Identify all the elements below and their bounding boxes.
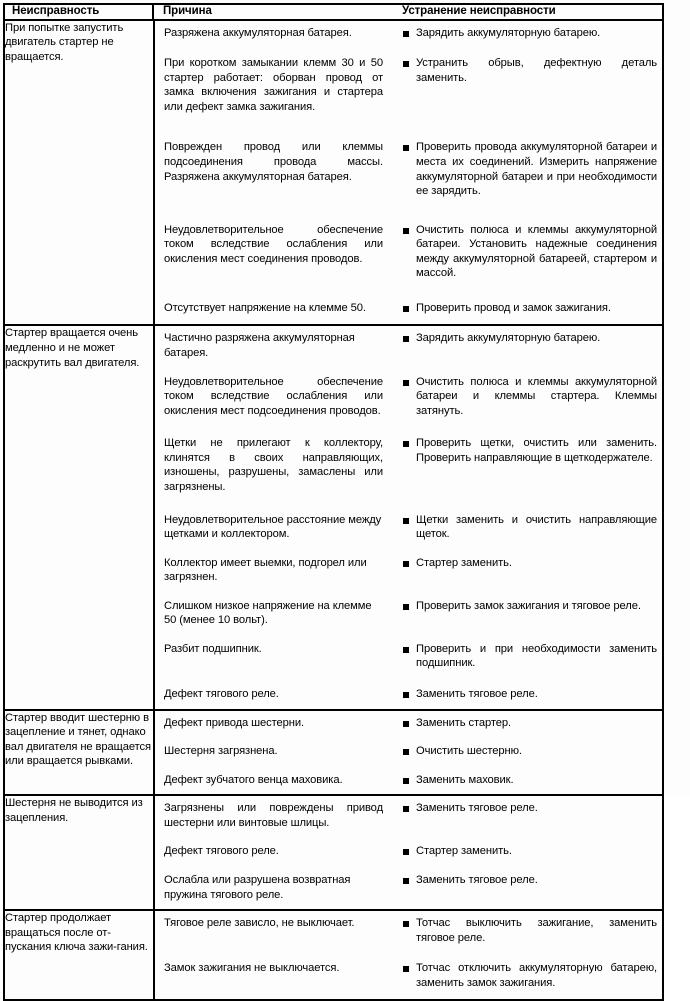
cause-text: Щетки не прилегают к коллектору, клинятся в своих направляющих, изношены, разрушены, замаслены или загрязнены. [164,437,383,493]
remedy-text: Очистить шестерню. [416,745,522,758]
remedy-box [393,637,663,682]
cause-cell [155,682,393,709]
cause-text: Загрязнены или повреждены привод шестерни или винтовые шлицы. [164,802,383,829]
remedy-text: Проверить провода аккумуляторной батареи и места их соединений. Измерить напряжение аккумуляторной батареи и при необходимости ее зарядить. [416,141,657,198]
cause-remedy-cell [154,910,662,999]
header-cell-symptom [5,5,154,20]
cause-remedy-table [155,796,663,909]
remedy-cell [393,326,663,369]
remedy-box [393,21,663,52]
remedy-box [393,594,663,623]
filled-square-bullet-icon [403,441,409,447]
cause-cell [155,839,393,868]
table-row [155,594,663,637]
remedy-inner [403,716,657,731]
cause-box [155,218,393,282]
table-row [155,135,663,217]
table-row [155,431,663,507]
remedy-inner [403,642,657,671]
cause-remedy-cell [154,710,662,796]
cause-box [155,508,393,551]
cause-box [155,51,393,135]
remedy-cell [393,868,663,909]
filled-square-bullet-icon [403,145,409,151]
remedy-text: Проверить провод и замок зажигания. [416,301,611,314]
cause-cell [155,868,393,909]
header-label-remedy: Устранение неисправности [402,5,556,17]
table-row [155,508,663,551]
remedy-box [393,768,663,795]
filled-square-bullet-icon [403,228,409,234]
remedy-text: Проверить щетки, очистить или заменить. Проверить направляющие в щеткодержателе. [416,437,657,464]
cause-cell [155,135,393,217]
cause-remedy-cell [154,20,662,326]
remedy-text: Заменить стартер. [416,716,512,729]
table-row [155,370,663,432]
symptom-text: Шестерня не выводится из зацепления. [5,797,143,824]
cause-box [155,431,393,507]
cause-cell [155,51,393,135]
table [5,5,662,999]
cause-box [155,594,393,637]
header-cell-cause [154,5,392,20]
table-row [155,711,663,740]
table-body [5,20,662,1000]
remedy-text: Зарядить аккумуляторную батарею. [416,26,601,39]
cause-box [155,868,393,909]
remedy-text: Заменить тяговое реле. [416,802,538,815]
cause-text: Дефект тягового реле. [164,688,279,700]
table-row [155,868,663,909]
filled-square-bullet-icon [403,604,409,610]
remedy-box [393,682,663,709]
filled-square-bullet-icon [403,878,409,884]
remedy-box [393,370,663,432]
remedy-box [393,508,663,551]
header-label-cause: Причина [163,5,212,17]
filled-square-bullet-icon [403,806,409,812]
cause-text: Неудовлетворительное обеспечение током вследствие ослабления или окисления мест подсоединения проводов. [164,375,383,417]
remedy-text: Проверить и при необходимости заменить подшипник. [416,642,657,670]
header-cell-remedy [392,5,662,20]
remedy-inner [403,436,657,465]
remedy-inner [403,556,657,571]
table-row [155,637,663,682]
filled-square-bullet-icon [403,518,409,524]
remedy-box [393,911,663,956]
cause-cell [155,796,393,839]
remedy-text: Стартер заменить. [416,845,512,858]
remedy-box [393,326,663,355]
remedy-text: Зарядить аккумуляторную батарею. [416,332,601,345]
cause-box [155,296,393,325]
filled-square-bullet-icon [403,749,409,755]
filled-square-bullet-icon [403,31,409,37]
cause-cell [155,508,393,551]
remedy-text: Заменить тяговое реле. [416,873,538,886]
cause-box [155,637,393,668]
cause-box [155,135,393,203]
remedy-cell [393,594,663,637]
remedy-cell [393,682,663,709]
remedy-box [393,739,663,768]
symptom-text: Стартер вводит шестерню в зацепление и тянет, однако вал двигателя не вращается или вращается рывками. [5,711,151,768]
cause-cell [155,637,393,682]
filled-square-bullet-icon [403,778,409,784]
cause-text: Неудовлетворительное обеспечение током вследствие ослабления или окисления мест соединения проводов. [164,223,383,265]
remedy-box [393,956,663,999]
remedy-inner [403,301,657,316]
cause-remedy-table [155,911,663,999]
cause-text: Ослабла или разрушена возвратная пружина тягового реле. [164,873,351,901]
symptom-cell [5,325,154,709]
symptom-cell [5,910,154,999]
table-row [155,956,663,999]
cause-cell [155,594,393,637]
remedy-inner [403,773,657,788]
remedy-box [393,796,663,825]
table-row [155,839,663,868]
remedy-box [393,51,663,106]
remedy-box [393,551,663,580]
cause-text: Шестерня загрязнена. [164,745,278,758]
remedy-cell [393,739,663,768]
cause-text: Дефект тягового реле. [164,845,279,858]
cause-box [155,551,393,594]
cause-cell [155,739,393,768]
header-label-symptom: Неисправность [5,5,154,19]
filled-square-bullet-icon [403,380,409,386]
cause-text: Поврежден провод или клеммы подсоединения провода массы. Разряжена аккумуляторная батарея. [164,141,383,183]
remedy-text: Устранить обрыв, дефектную деталь заменить. [416,57,657,84]
table-row [155,796,663,839]
remedy-cell [393,431,663,507]
table-head [5,5,662,20]
remedy-box [393,711,663,740]
cause-box [155,911,393,942]
table-row [155,911,663,956]
troubleshooting-table [3,3,664,1001]
table-section-row [5,20,662,326]
cause-box [155,839,393,868]
remedy-inner [403,744,657,759]
cause-box [155,370,393,432]
remedy-cell [393,135,663,217]
cause-box [155,21,393,52]
remedy-inner [403,513,657,542]
cause-text: Дефект зубчатого венца маховика. [164,773,343,786]
cause-remedy-cell [154,795,662,910]
table-row [155,296,663,325]
filled-square-bullet-icon [403,336,409,342]
remedy-cell [393,51,663,135]
filled-square-bullet-icon [403,561,409,567]
table-section-row [5,910,662,999]
cause-cell [155,370,393,432]
remedy-inner [403,801,657,816]
cause-text: Неудовлетворительное расстояние между щетками и коллектором. [164,513,382,541]
cause-cell [155,326,393,369]
cause-cell [155,296,393,325]
table-section-row [5,710,662,796]
remedy-text: Заменить тяговое реле. [416,688,538,700]
filled-square-bullet-icon [403,306,409,312]
remedy-cell [393,711,663,740]
cause-remedy-table [155,326,663,708]
cause-text: Замок зажигания не выключается. [164,962,340,975]
cause-box [155,326,393,369]
table-row [155,21,663,52]
symptom-cell [5,710,154,796]
remedy-text: Щетки заменить и очистить направляющие щеток. [416,513,657,541]
filled-square-bullet-icon [403,61,409,67]
remedy-inner [403,223,657,281]
remedy-cell [393,551,663,594]
table-row [155,739,663,768]
cause-text: Разбит подшипник. [164,642,262,655]
remedy-box [393,431,663,478]
table-section-row [5,325,662,709]
table-row [155,682,663,709]
cause-box [155,956,393,985]
cause-text: Коллектор имеет выемки, подгорел или загрязнен. [164,556,367,584]
cause-text: Разряжена аккумуляторная батарея. [164,26,352,39]
remedy-inner [403,599,657,614]
table-row [155,51,663,135]
remedy-box [393,296,663,325]
remedy-cell [393,508,663,551]
cause-cell [155,711,393,740]
remedy-cell [393,911,663,956]
cause-box [155,711,393,740]
remedy-inner [403,873,657,888]
remedy-inner [403,56,657,85]
table-row [155,768,663,795]
cause-cell [155,911,393,956]
remedy-inner [403,844,657,859]
remedy-box [393,135,663,217]
remedy-inner [403,916,657,945]
cause-text: Частично разряжена аккумуляторная батарея. [164,332,355,359]
remedy-text: Стартер заменить. [416,556,512,569]
cause-text: При коротком замыкании клемм 30 и 50 стартер работает: оборван провод от замка включения зажигания и стартера или дефект замка зажигания. [164,57,383,113]
remedy-box [393,218,663,296]
filled-square-bullet-icon [403,849,409,855]
header-row [5,5,662,20]
remedy-inner [403,26,657,41]
cause-remedy-table [155,711,663,795]
symptom-text: При попытке запустить двигатель стартер не вращается. [5,21,124,63]
remedy-cell [393,768,663,795]
cause-cell [155,956,393,999]
filled-square-bullet-icon [403,966,409,972]
remedy-cell [393,796,663,839]
remedy-inner [403,687,657,702]
remedy-cell [393,637,663,682]
filled-square-bullet-icon [403,647,409,653]
remedy-cell [393,956,663,999]
cause-remedy-cell [154,325,662,709]
symptom-cell [5,20,154,326]
remedy-text: Очистить полюса и клеммы аккумуляторной батареи и клеммы стартера. Клеммы затянуть. [416,375,657,417]
remedy-text: Очистить полюса и клеммы аккумуляторной батареи. Установить надежные соединения между аккумуляторной батареей, стартером и массой. [416,223,657,280]
cause-text: Тяговое реле зависло, не выключает. [164,917,355,930]
remedy-box [393,868,663,895]
symptom-cell [5,795,154,910]
remedy-text: Тотчас выключить зажигание, заменить тяговое реле. [416,917,657,944]
remedy-text: Заменить маховик. [416,773,514,786]
cause-text: Дефект привода шестерни. [164,716,305,729]
cause-cell [155,551,393,594]
table-row [155,551,663,594]
table-row [155,218,663,296]
remedy-cell [393,21,663,52]
remedy-cell [393,839,663,868]
table-section-row [5,795,662,910]
cause-remedy-table [155,21,663,325]
cause-cell [155,768,393,795]
remedy-text: Тотчас отключить аккумуляторную батарею, заменить замок зажигания. [416,962,657,989]
filled-square-bullet-icon [403,692,409,698]
remedy-text: Проверить замок зажигания и тяговое реле. [416,599,641,612]
cause-cell [155,431,393,507]
cause-box [155,796,393,839]
remedy-cell [393,218,663,296]
remedy-box [393,839,663,868]
remedy-cell [393,296,663,325]
cause-cell [155,21,393,52]
remedy-inner [403,375,657,419]
remedy-inner [403,961,657,990]
cause-box [155,682,393,709]
cause-text: Отсутствует напряжение на клемме 50. [164,301,366,314]
filled-square-bullet-icon [403,721,409,727]
remedy-cell [393,370,663,432]
table-row [155,326,663,369]
cause-cell [155,218,393,296]
remedy-inner [403,140,657,198]
symptom-text: Стартер продолжает вращаться после от-пускания ключа зажи-гания. [5,912,148,954]
remedy-inner [403,331,657,346]
cause-box [155,739,393,768]
cause-text: Слишком низкое напряжение на клемме 50 (менее 10 вольт). [164,599,372,627]
filled-square-bullet-icon [403,921,409,927]
cause-box [155,768,393,795]
symptom-text: Стартер вращается очень медленно и не может раскрутить вал двигателя. [5,327,140,369]
